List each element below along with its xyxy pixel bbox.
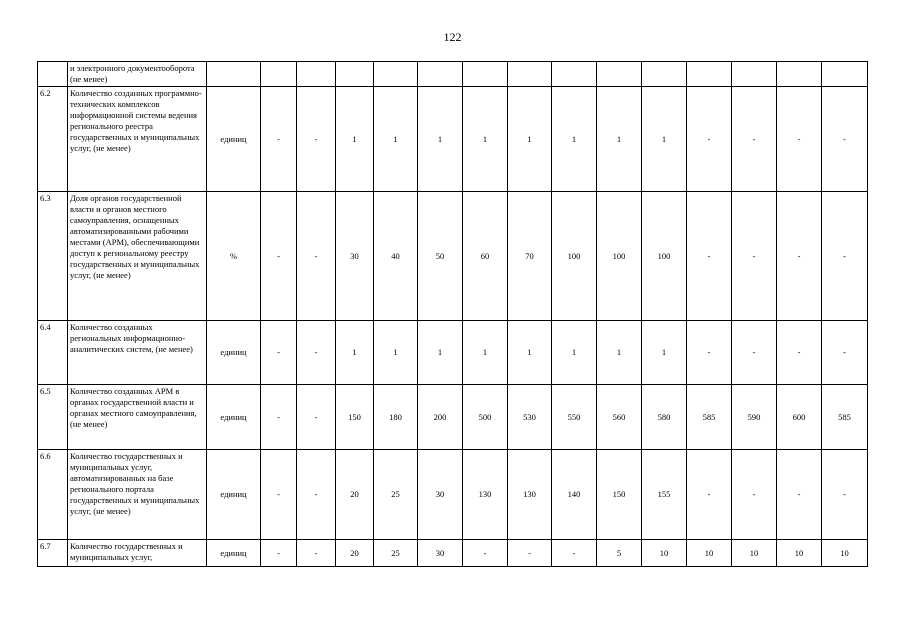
value-cell: - xyxy=(732,192,777,321)
value-cell: 150 xyxy=(597,450,642,540)
value-cell xyxy=(822,62,868,87)
value-cell: 140 xyxy=(552,450,597,540)
row-number xyxy=(38,62,68,87)
value-cell xyxy=(418,62,463,87)
value-cell: 130 xyxy=(463,450,508,540)
value-cell: 50 xyxy=(418,192,463,321)
table-row xyxy=(38,321,868,385)
value-cell: - xyxy=(261,540,297,567)
value-cell: 1 xyxy=(336,321,374,385)
value-cell: 590 xyxy=(732,385,777,450)
value-cell: 1 xyxy=(508,87,552,192)
table-row xyxy=(38,62,868,87)
value-cell xyxy=(732,62,777,87)
value-cell: 10 xyxy=(732,540,777,567)
value-cell: - xyxy=(552,540,597,567)
value-cell xyxy=(597,62,642,87)
value-cell: - xyxy=(261,385,297,450)
value-cell: 1 xyxy=(463,321,508,385)
unit-cell: единиц xyxy=(207,385,261,450)
value-cell: 500 xyxy=(463,385,508,450)
value-cell: 20 xyxy=(336,450,374,540)
value-cell: - xyxy=(297,321,336,385)
value-cell: 100 xyxy=(597,192,642,321)
value-cell: 5 xyxy=(597,540,642,567)
value-cell: - xyxy=(297,87,336,192)
indicator-name: Количество созданных региональных информационно-аналитических систем, (не менее) xyxy=(68,321,207,385)
value-cell: - xyxy=(508,540,552,567)
page-number: 122 xyxy=(443,30,462,44)
value-cell: 25 xyxy=(374,450,418,540)
value-cell: 30 xyxy=(336,192,374,321)
table-row xyxy=(38,540,868,567)
value-cell: 530 xyxy=(508,385,552,450)
value-cell xyxy=(687,62,732,87)
value-cell: 1 xyxy=(597,321,642,385)
value-cell: - xyxy=(777,87,822,192)
value-cell: - xyxy=(463,540,508,567)
indicator-name: Доля органов государственной власти и органов местного самоуправления, оснащенных автоматизированными рабочими местами (АРМ), обеспечивающими доступ к региональному реестру государственных и муниципальных услуг, (не менее) xyxy=(68,192,207,321)
value-cell: 1 xyxy=(508,321,552,385)
value-cell: 1 xyxy=(552,321,597,385)
value-cell xyxy=(777,62,822,87)
value-cell: 10 xyxy=(777,540,822,567)
unit-cell: % xyxy=(207,192,261,321)
value-cell: - xyxy=(777,321,822,385)
value-cell: 30 xyxy=(418,450,463,540)
value-cell xyxy=(552,62,597,87)
value-cell xyxy=(463,62,508,87)
value-cell: 70 xyxy=(508,192,552,321)
value-cell: - xyxy=(297,450,336,540)
value-cell: 585 xyxy=(822,385,868,450)
value-cell: 1 xyxy=(552,87,597,192)
indicator-name: и электронного документооборота (не менее) xyxy=(68,62,207,87)
indicator-name: Количество государственных и муниципальных услуг, xyxy=(68,540,207,567)
value-cell: - xyxy=(297,192,336,321)
table-row xyxy=(38,385,868,450)
value-cell: 200 xyxy=(418,385,463,450)
value-cell: - xyxy=(822,87,868,192)
table-row xyxy=(38,450,868,540)
indicators-table xyxy=(37,61,868,567)
value-cell: 550 xyxy=(552,385,597,450)
value-cell: 30 xyxy=(418,540,463,567)
value-cell: 150 xyxy=(336,385,374,450)
value-cell: 60 xyxy=(463,192,508,321)
value-cell: 40 xyxy=(374,192,418,321)
value-cell: 1 xyxy=(418,321,463,385)
unit-cell: единиц xyxy=(207,321,261,385)
value-cell: - xyxy=(732,450,777,540)
value-cell: - xyxy=(822,192,868,321)
row-number: 6.5 xyxy=(38,385,68,450)
value-cell: 1 xyxy=(336,87,374,192)
value-cell: 1 xyxy=(597,87,642,192)
row-number: 6.3 xyxy=(38,192,68,321)
value-cell: 100 xyxy=(552,192,597,321)
value-cell: 1 xyxy=(418,87,463,192)
value-cell: 10 xyxy=(822,540,868,567)
value-cell: - xyxy=(687,87,732,192)
table-row xyxy=(38,192,868,321)
indicator-name: Количество созданных АРМ в органах государственной власти и органах местного самоуправления, (не менее) xyxy=(68,385,207,450)
value-cell: 10 xyxy=(687,540,732,567)
value-cell: 100 xyxy=(642,192,687,321)
value-cell: - xyxy=(261,321,297,385)
value-cell: - xyxy=(261,450,297,540)
unit-cell: единиц xyxy=(207,87,261,192)
value-cell: 585 xyxy=(687,385,732,450)
table-row xyxy=(38,87,868,192)
value-cell: - xyxy=(822,321,868,385)
unit-cell: единиц xyxy=(207,540,261,567)
value-cell: - xyxy=(687,450,732,540)
value-cell xyxy=(374,62,418,87)
value-cell: 1 xyxy=(642,321,687,385)
value-cell: 25 xyxy=(374,540,418,567)
value-cell: - xyxy=(261,192,297,321)
value-cell: - xyxy=(297,385,336,450)
indicator-name: Количество созданных программно-технических комплексов информационной системы ведения регионального реестра государственных и муниципальных услуг, (не менее) xyxy=(68,87,207,192)
value-cell: 180 xyxy=(374,385,418,450)
value-cell: 560 xyxy=(597,385,642,450)
row-number: 6.6 xyxy=(38,450,68,540)
value-cell: 1 xyxy=(642,87,687,192)
value-cell: - xyxy=(732,321,777,385)
value-cell: 1 xyxy=(374,87,418,192)
value-cell xyxy=(508,62,552,87)
value-cell: - xyxy=(732,87,777,192)
value-cell: - xyxy=(777,192,822,321)
value-cell: - xyxy=(687,192,732,321)
value-cell xyxy=(297,62,336,87)
value-cell: 600 xyxy=(777,385,822,450)
value-cell: - xyxy=(822,450,868,540)
value-cell: - xyxy=(297,540,336,567)
value-cell: 1 xyxy=(374,321,418,385)
row-number: 6.4 xyxy=(38,321,68,385)
value-cell: 155 xyxy=(642,450,687,540)
unit-cell xyxy=(207,62,261,87)
value-cell: - xyxy=(261,87,297,192)
value-cell xyxy=(261,62,297,87)
row-number: 6.2 xyxy=(38,87,68,192)
value-cell xyxy=(642,62,687,87)
indicator-name: Количество государственных и муниципальных услуг, автоматизированных на базе регионального портала государственных и муниципальных услуг, (не менее) xyxy=(68,450,207,540)
unit-cell: единиц xyxy=(207,450,261,540)
value-cell: 20 xyxy=(336,540,374,567)
row-number: 6.7 xyxy=(38,540,68,567)
value-cell: 10 xyxy=(642,540,687,567)
value-cell: 580 xyxy=(642,385,687,450)
value-cell: 130 xyxy=(508,450,552,540)
value-cell: - xyxy=(777,450,822,540)
value-cell: - xyxy=(687,321,732,385)
value-cell xyxy=(336,62,374,87)
value-cell: 1 xyxy=(463,87,508,192)
